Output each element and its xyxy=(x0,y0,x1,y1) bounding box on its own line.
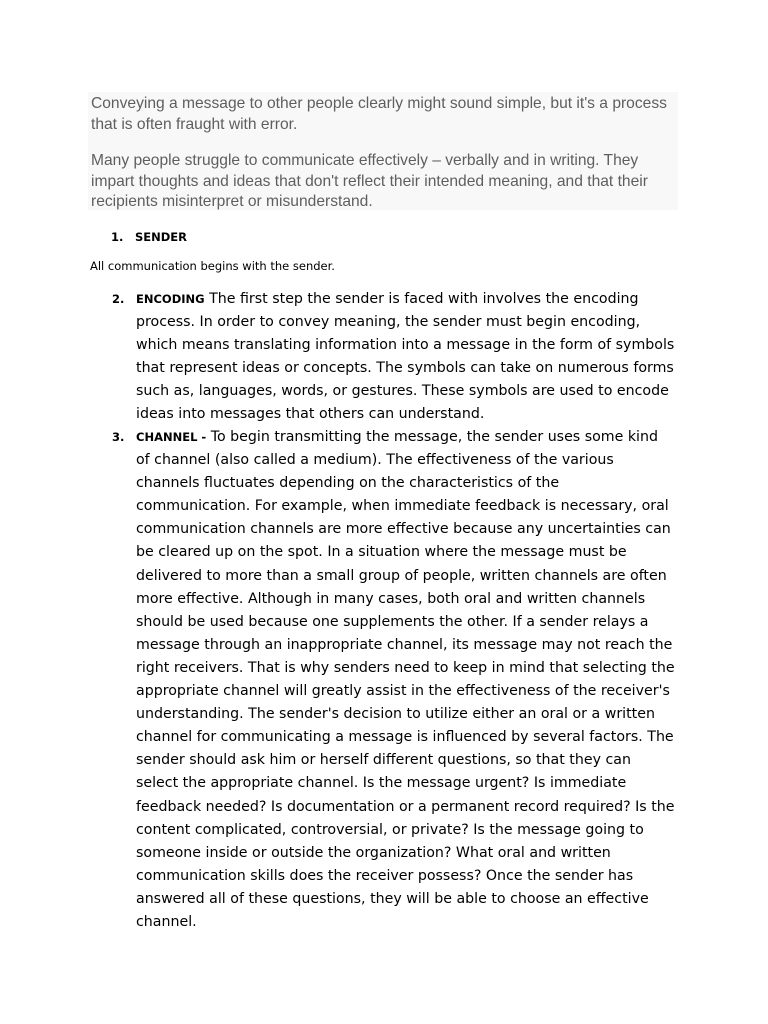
section-number: 3. xyxy=(112,430,125,444)
intro-paragraph-2: Many people struggle to communicate effectively – verbally and in writing. They impart thoughts and ideas that don't reflect their intended meaning, and that their recipients misinterpret or misunderstand. xyxy=(91,152,648,210)
section-sender-heading xyxy=(111,230,187,244)
section-number: 2. xyxy=(112,292,125,306)
section-text: The first step the sender is faced with involves the encoding process. In order to convey meaning, the sender must begin encoding, which means translating information into a message in the form of symbols that represent ideas or concepts. The symbols can take on numerous forms such as, languages, words, or gestures. These symbols are used to encode ideas into messages that others can understand. xyxy=(136,291,675,423)
section-label: ENCODING xyxy=(136,292,205,306)
section-number: 1. xyxy=(111,230,124,244)
section-sender-text: All communication begins with the sender. xyxy=(90,259,335,273)
section-channel xyxy=(112,426,676,934)
section-label: SENDER xyxy=(135,230,188,244)
section-text: To begin transmitting the message, the sender uses some kind of channel (also called a medium). The effectiveness of the various channels fluctuates depending on the characteristics of the communication. For example, when immediate feedback is necessary, oral communication channels are more effective because any uncertainties can be cleared up on the spot. In a situation where the message must be delivered to more than a small group of people, written channels are often more effective. Although in many cases, both oral and written channels should be used because one supplements the other. If a sender relays a message through an inappropriate channel, its message may not reach the right receivers. That is why senders need to keep in mind that selecting the appropriate channel will greatly assist in the effectiveness of the receiver's understanding. The sender's decision to utilize either an oral or a written channel for communicating a message is influenced by several factors. The sender should ask him or herself different questions, so that they can select the appropriate channel. Is the message urgent? Is immediate feedback needed? Is documentation or a permanent record required? Is the content complicated, controversial, or private? Is the message going to someone inside or outside the organization? What oral and written communication skills does the receiver possess? Once the sender has answered all of these questions, they will be able to choose an effective channel. xyxy=(136,429,675,930)
intro-paragraph-1: Conveying a message to other people clearly might sound simple, but it's a process that is often fraught with error. xyxy=(91,95,667,133)
section-encoding xyxy=(112,288,676,427)
section-label: CHANNEL - xyxy=(136,430,207,444)
